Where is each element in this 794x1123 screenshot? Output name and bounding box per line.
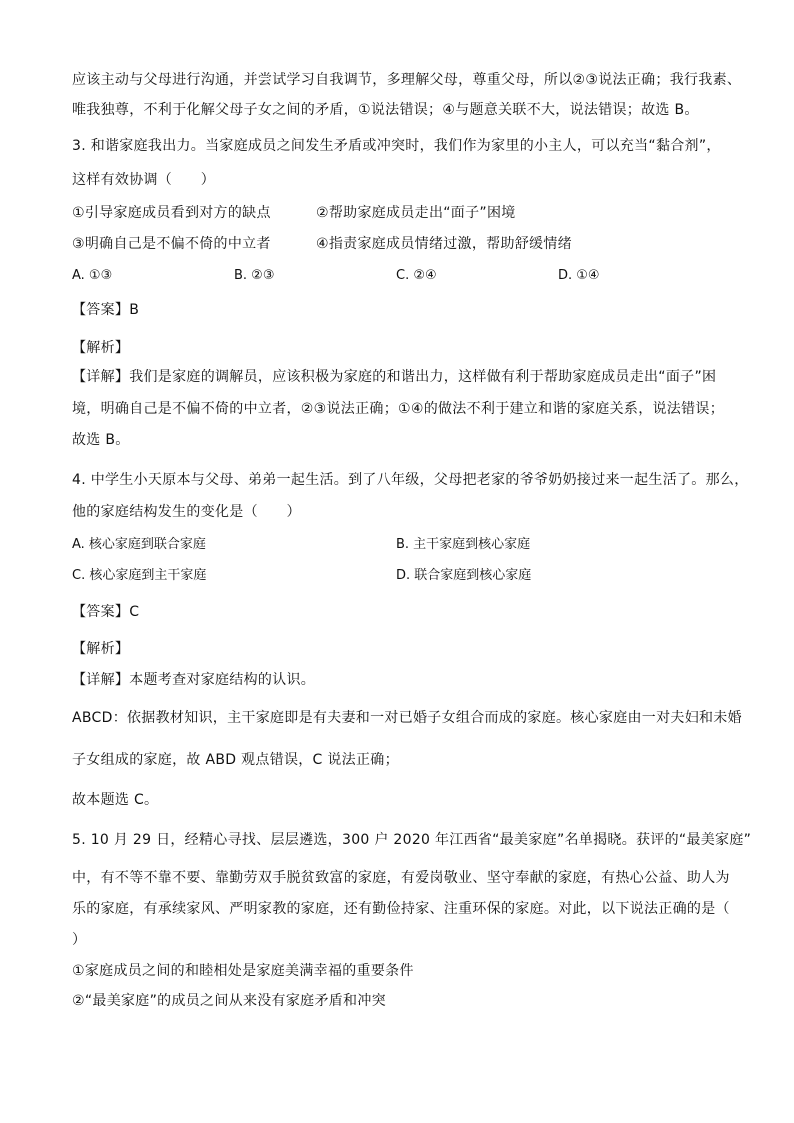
statement-1: ①家庭成员之间的和睦相处是家庭美满幸福的重要条件 <box>72 963 414 979</box>
explanation-line: 境，明确自己是不偏不倚的中立者，②③说法正确；①④的做法不利于建立和谐的家庭关系，说法错误； <box>72 401 724 417</box>
option-c: C. 核心家庭到主干家庭 <box>72 568 207 583</box>
explanation-line: 【详解】我们是家庭的调解员，应该积极为家庭的和谐出力，这样做有利于帮助家庭成员走出“面子”困 <box>72 369 717 385</box>
question-3-stem: 3. 和谐家庭我出力。当家庭成员之间发生矛盾或冲突时，我们作为家里的小主人，可以充当“黏合剂”， <box>72 138 721 154</box>
analysis-label: 【解析】 <box>72 340 130 356</box>
option-c: C. ②④ <box>396 268 437 283</box>
option-d: D. 联合家庭到核心家庭 <box>396 568 532 583</box>
question-4-stem: 他的家庭结构发生的变化是（ ） <box>72 504 301 520</box>
statement-4: ④指责家庭成员情绪过激，帮助舒缓情绪 <box>316 236 572 252</box>
analysis-label: 【解析】 <box>72 641 130 657</box>
explanation-line: ABCD：依据教材知识，主干家庭即是有夫妻和一对已婚子女组合而成的家庭。核心家庭由一对夫妇和未婚 <box>72 710 742 726</box>
explanation-line: 子女组成的家庭，故 ABD 观点错误，C 说法正确； <box>72 752 399 768</box>
option-a: A. 核心家庭到联合家庭 <box>72 537 206 552</box>
explanation-line: 故选 B。 <box>72 432 130 448</box>
option-a: A. ①③ <box>72 268 113 283</box>
answer-label: 【答案】C <box>72 604 140 620</box>
question-5-stem: ） <box>72 932 87 948</box>
explanation-line: 故本题选 C。 <box>72 792 159 808</box>
text-line: 应该主动与父母进行沟通，并尝试学习自我调节，多理解父母，尊重父母，所以②③说法正确；我行我素、 <box>72 72 742 88</box>
question-3-stem: 这样有效协调（ ） <box>72 172 215 188</box>
statement-2: ②“最美家庭”的成员之间从来没有家庭矛盾和冲突 <box>72 993 386 1009</box>
option-d: D. ①④ <box>558 268 600 283</box>
question-5-stem: 5. 10 月 29 日，经精心寻找、层层遴选，300 户 2020 年江西省“最美家庭”名单揭晓。获评的“最美家庭” <box>72 832 752 848</box>
statement-2: ②帮助家庭成员走出“面子”困境 <box>316 205 516 221</box>
statement-3: ③明确自己是不偏不倚的中立者 <box>72 236 271 252</box>
statement-1: ①引导家庭成员看到对方的缺点 <box>72 205 271 221</box>
text-line: 唯我独尊，不利于化解父母子女之间的矛盾，①说法错误；④与题意关联不大，说法错误；故选 B。 <box>72 102 699 118</box>
option-b: B. 主干家庭到核心家庭 <box>396 537 531 552</box>
question-5-stem: 乐的家庭，有承续家风、严明家教的家庭，还有勤俭持家、注重环保的家庭。对此，以下说法正确的是（ <box>72 901 730 917</box>
option-b: B. ②③ <box>234 268 275 283</box>
question-4-stem: 4. 中学生小天原本与父母、弟弟一起生活。到了八年级，父母把老家的爷爷奶奶接过来一起生活了。那么， <box>72 472 749 488</box>
answer-label: 【答案】B <box>72 302 140 318</box>
question-5-stem: 中，有不等不靠不要、靠勤劳双手脱贫致富的家庭，有爱岗敬业、坚守奉献的家庭，有热心公益、助人为 <box>72 870 730 886</box>
explanation-line: 【详解】本题考查对家庭结构的认识。 <box>72 672 316 688</box>
